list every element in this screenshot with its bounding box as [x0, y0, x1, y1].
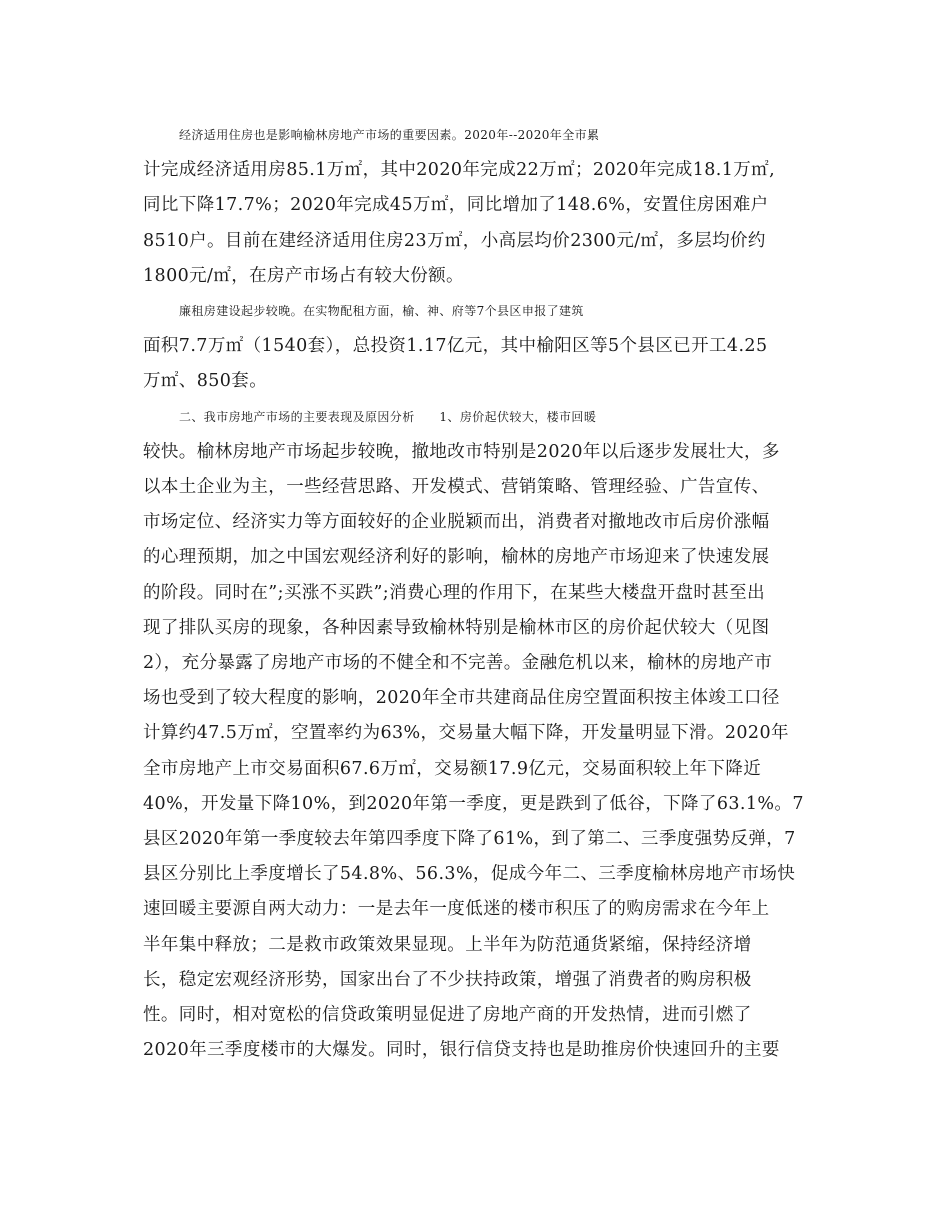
document-body	[143, 118, 807, 1068]
text-line: 二、我市房地产市场的主要表现及原因分析 1、房价起伏较大，楼市回暖	[179, 409, 597, 424]
paragraph-low-rent-housing	[143, 294, 807, 400]
text-line: 面积7.7万㎡（1540套），总投资1.17亿元，其中榆阳区等5个县区已开工4.25	[143, 336, 768, 357]
text-line: 2020年三季度楼市的大爆发。同时，银行信贷支持也是助推房价快速回升的主要	[143, 1040, 780, 1061]
text-line: 40%，开发量下降10%，到2020年第一季度，更是跌到了低谷，下降了63.1%。7	[143, 793, 804, 814]
text-line: 1800元/㎡，在房产市场占有较大份额。	[143, 265, 464, 286]
text-line: 万㎡、850套。	[143, 371, 268, 392]
text-line: 2），充分暴露了房地产市场的不健全和不完善。金融危机以来，榆林的房地产市	[143, 653, 773, 674]
paragraph-affordable-housing	[143, 118, 807, 294]
text-line: 县区2020年第一季度较去年第四季度下降了61%，到了第二、三季度强势反弹，7	[143, 829, 796, 850]
text-line: 同比下降17.7%；2020年完成45万㎡，同比增加了148.6%，安置住房困难户	[143, 195, 769, 216]
text-line: 长，稳定宏观经济形势，国家出台了不少扶持政策，增强了消费者的购房积极	[143, 969, 752, 990]
text-line: 的阶段。同时在”;买涨不买跌”;消费心理的作用下，在某些大楼盘开盘时甚至出	[143, 582, 765, 603]
text-line: 8510户。目前在建经济适用住房23万㎡，小高层均价2300元/㎡，多层均价约	[143, 230, 766, 251]
text-line: 县区分别比上季度增长了54.8%、56.3%，促成今年二、三季度榆林房地产市场快	[143, 864, 796, 885]
text-line: 计完成经济适用房85.1万㎡，其中2020年完成22万㎡；2020年完成18.1万㎡,	[143, 160, 776, 181]
text-line: 市场定位、经济实力等方面较好的企业脱颖而出，消费者对撤地改市后房价涨幅	[143, 512, 770, 533]
paragraph-market-analysis	[143, 400, 807, 1069]
text-line: 场也受到了较大程度的影响，2020年全市共建商品住房空置面积按主体竣工口径	[143, 688, 780, 709]
text-line: 全市房地产上市交易面积67.6万㎡，交易额17.9亿元，交易面积较上年下降近	[143, 758, 762, 779]
text-line: 速回暖主要源自两大动力：一是去年一度低迷的楼市积压了的购房需求在今年上	[143, 899, 770, 920]
text-line: 现了排队买房的现象，各种因素导致榆林特别是榆林市区的房价起伏较大（见图	[143, 617, 770, 638]
text-line: 廉租房建设起步较晚。在实物配租方面，榆、神、府等7个县区申报了建筑	[179, 304, 584, 319]
text-line: 经济适用住房也是影响榆林房地产市场的重要因素。2020年--2020年全市累	[179, 128, 600, 142]
text-line: 较快。榆林房地产市场起步较晚，撤地改市特别是2020年以后逐步发展壮大，多	[143, 441, 780, 462]
text-line: 以本土企业为主，一些经营思路、开发模式、营销策略、管理经验、广告宣传、	[143, 477, 770, 498]
text-line: 的心理预期，加之中国宏观经济利好的影响，榆林的房地产市场迎来了快速发展	[143, 547, 770, 568]
text-line: 性。同时，相对宽松的信贷政策明显促进了房地产商的开发热情，进而引燃了	[143, 1005, 752, 1026]
text-line: 计算约47.5万㎡，空置率约为63%，交易量大幅下降，开发量明显下滑。2020年	[143, 723, 789, 744]
text-line: 半年集中释放；二是救市政策效果显现。上半年为防范通货紧缩，保持经济增	[143, 934, 752, 955]
